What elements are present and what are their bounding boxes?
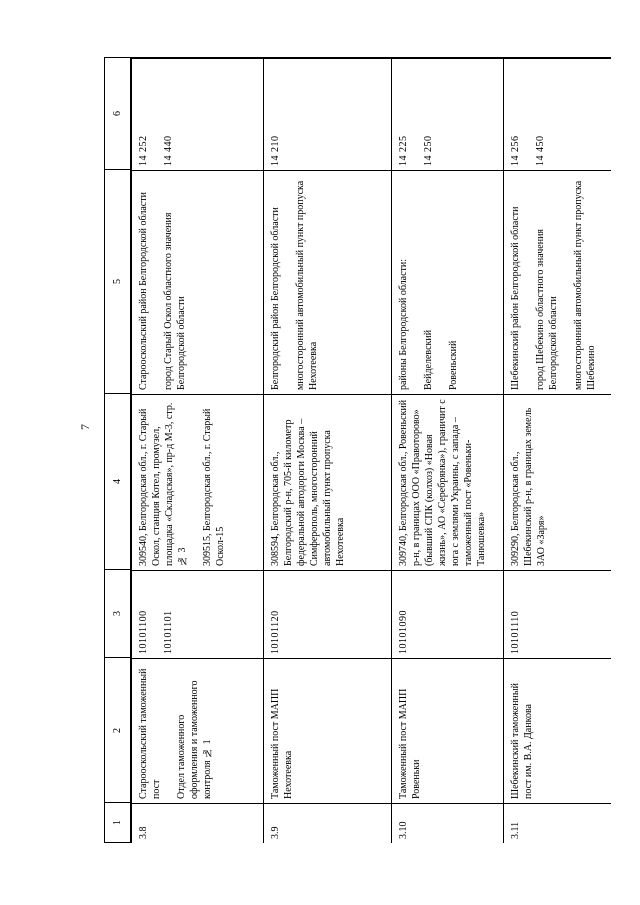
reg-number-text: 14 225 [398, 135, 409, 166]
r38-code-cell [131, 570, 263, 658]
address-text: 309515, Белгородская обл., г. Старый Оскол-15 [202, 408, 226, 566]
region-text: город Шебекино областного значения Белгородской области [535, 228, 559, 390]
r311-name-cell [503, 658, 611, 803]
r39-name-cell [263, 658, 391, 803]
code-text: 10101090 [398, 610, 409, 654]
col-header-3-digit: 3 [112, 611, 123, 616]
post-name-text: Таможенный пост МАПП Ровеньки [398, 688, 422, 799]
r310-address-cell [391, 394, 503, 570]
r38-num-cell [131, 803, 263, 843]
r310-region-cell [391, 170, 503, 394]
r310-regnumbers-cell [391, 58, 503, 170]
r39-regnumbers-cell [263, 58, 391, 170]
col-header-5 [105, 170, 131, 394]
r38-name-cell [131, 658, 263, 803]
region-text: Вейделевский [423, 329, 434, 390]
r311-num-cell [503, 803, 611, 843]
r310-num-cell [391, 803, 503, 843]
r311-regnumbers-cell [503, 58, 611, 170]
r38-regnumbers-cell [131, 58, 263, 170]
r39-address-cell [263, 394, 391, 570]
col-header-2-digit: 2 [112, 727, 123, 733]
code-text: 10101120 [270, 610, 281, 654]
code-text: 10101101 [163, 610, 174, 654]
reg-number-text: 14 440 [163, 135, 174, 166]
reg-number-text: 14 210 [270, 135, 281, 166]
region-text: Белгородский район Белгородской области [270, 207, 281, 390]
address-text: 309740, Белгородская обл., Ровеньский р-н, в границах ООО «Правоторово» (бывший СПК (колхоз) «Новая жизнь», АО «Серебрянка»), граничит с юга с землями Украины, с запада – таможенный пост «Ровеньки-Танюшевка» [398, 399, 487, 566]
col-header-1 [105, 803, 131, 843]
r311-code-cell [503, 570, 611, 658]
code-text: 10101110 [510, 610, 521, 654]
r38-region-cell [131, 170, 263, 394]
region-text: районы Белгородской области: [398, 258, 409, 390]
address-text: 309540, Белгородская обл., г. Старый Оскол, станция Котел, промузел, площадка «Складская», пр-д М-3, стр. № 3 [138, 402, 188, 566]
r311-address-cell [503, 394, 611, 570]
col-header-1-digit: 1 [112, 820, 123, 825]
address-text: 308594, Белгородская обл., Белгородский р-н, 705-й километр федеральной автодороги Москва – Симферополь, многосторонний автомобильный пункт пропуска Нехотеевка [270, 418, 346, 566]
reg-number-text: 14 250 [423, 135, 434, 166]
code-text: 10101100 [138, 610, 149, 654]
region-text: город Старый Оскол областного значения Белгородской области [163, 212, 187, 390]
col-header-2 [105, 658, 131, 803]
post-name-text: Шебекинский таможенный пост им. В.А. Данкова [510, 683, 534, 799]
reg-number-text: 14 252 [138, 135, 149, 166]
col-header-5-digit: 5 [112, 279, 123, 284]
reg-number-text: 14 450 [535, 135, 546, 166]
col-header-3 [105, 570, 131, 658]
page-number: 7 [78, 424, 92, 430]
r39-region-cell [263, 170, 391, 394]
r310-name-cell [391, 658, 503, 803]
r310-code-cell [391, 570, 503, 658]
region-text: многосторонний автомобильный пункт пропуска Нехотеевка [295, 180, 319, 390]
row-number-text: 3.8 [138, 826, 149, 839]
r39-num-cell [263, 803, 391, 843]
col-header-6 [105, 58, 131, 170]
region-text: Ровеньский [448, 340, 459, 390]
region-text: многосторонний автомобильный пункт пропуска Шебекино [573, 180, 597, 390]
col-header-4-digit: 4 [112, 479, 123, 484]
row-number-text: 3.10 [398, 821, 409, 839]
reg-number-text: 14 256 [510, 135, 521, 166]
customs-posts-table [104, 57, 611, 843]
r39-code-cell [263, 570, 391, 658]
address-text: 309290, Белгородская обл., Шебекинский р-н, в границах земель ЗАО «Заря» [510, 407, 547, 566]
row-number-text: 3.11 [510, 821, 521, 839]
region-text: Шебекинский район Белгородской области [510, 206, 521, 390]
col-header-6-digit: 6 [112, 111, 123, 116]
post-name-text: Отдел таможенного оформления и таможенного контроля № 1 [176, 680, 213, 799]
post-name-text: Старооскольский таможенный пост [138, 668, 162, 799]
post-name-text: Таможенный пост МАПП Нехотеевка [270, 688, 294, 799]
row-number-text: 3.9 [270, 826, 281, 839]
region-text: Старооскольский район Белгородской области [138, 192, 149, 390]
r38-address-cell [131, 394, 263, 570]
col-header-4 [105, 394, 131, 570]
r311-region-cell [503, 170, 611, 394]
